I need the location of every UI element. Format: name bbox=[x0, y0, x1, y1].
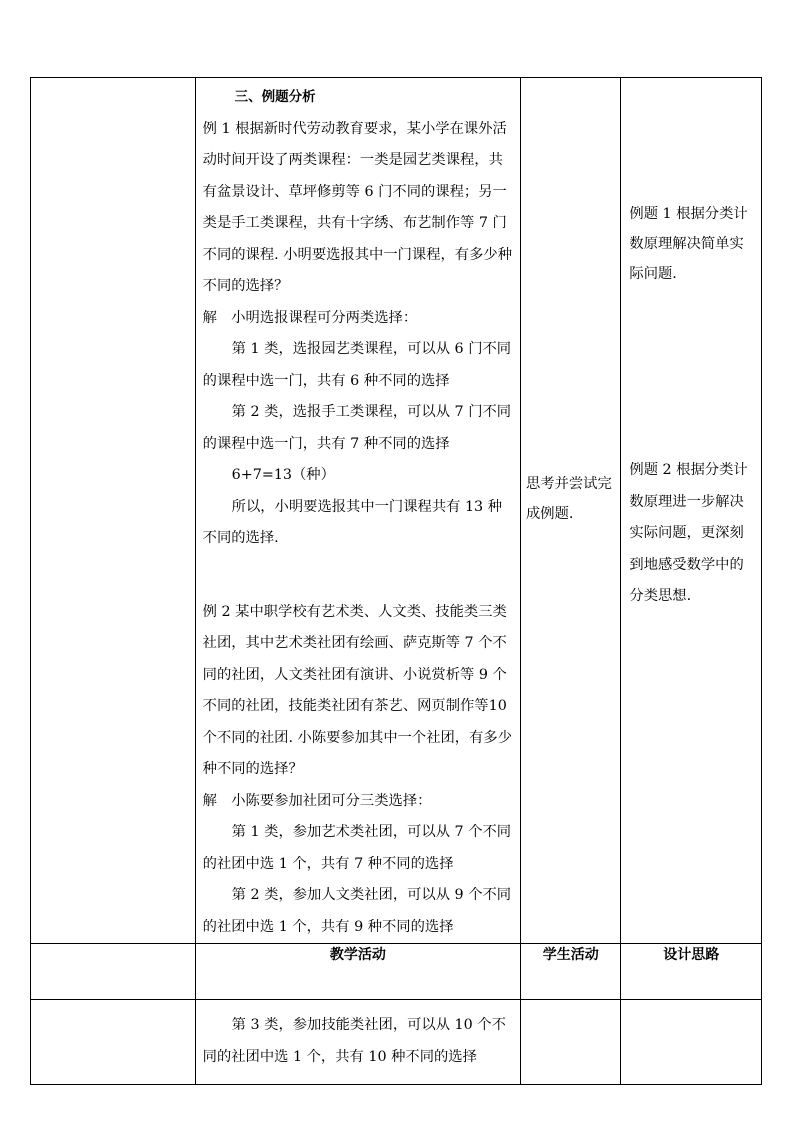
continuation-design-cell bbox=[621, 1000, 762, 1085]
example2-case3: 第 3 类，参加技能类社团，可以从 10 个不同的社团中选 1 个，共有 10 种不同的选择 bbox=[202, 1017, 506, 1065]
continuation-student-cell bbox=[521, 1000, 621, 1085]
lesson-plan-table bbox=[30, 77, 762, 1085]
example1-conclusion: 所以，小明要选报其中一门课程共有 13 种不同的选择. bbox=[202, 498, 502, 546]
example2-solution-intro: 解 小陈要参加社团可分三类选择： bbox=[202, 792, 432, 809]
header-teaching: 教学活动 bbox=[195, 944, 520, 1000]
design-notes-cell bbox=[621, 78, 762, 944]
header-student: 学生活动 bbox=[521, 944, 621, 1000]
example2-question: 例 2 某中职学校有艺术类、人文类、技能类三类社团，其中艺术类社团有绘画、萨克斯等 7 个不同的社团，人文类社团有演讲、小说赏析等 9 个不同的社团，技能类社团有茶艺、网页制作等10个不同的社团. 小陈要参加其中一个社团，有多少种不同的选择？ bbox=[202, 603, 512, 777]
student-activity-text: 思考并尝试完成例题. bbox=[526, 476, 612, 522]
teaching-activity-cell bbox=[195, 78, 520, 944]
header-blank-cell bbox=[31, 944, 196, 1000]
example1-question: 例 1 根据新时代劳动教育要求，某小学在课外活动时间开设了两类课程：一类是园艺类课程，共有盆景设计、草坪修剪等 6 门不同的课程；另一类是手工类课程，共有十字绣、布艺制作等 7 门不同的课程. 小明要选报其中一门课程，有多少种不同的选择？ bbox=[202, 120, 512, 294]
design-note-1: 例题 1 根据分类计数原理解决简单实际问题. bbox=[629, 206, 748, 282]
continuation-row bbox=[31, 1000, 762, 1085]
example1-case2: 第 2 类，选报手工类课程，可以从 7 门不同的课程中选一门，共有 7 种不同的选择 bbox=[202, 404, 512, 452]
spacer bbox=[203, 555, 514, 597]
example1-equation: 6+7=13（种） bbox=[231, 467, 335, 483]
section-title: 三、例题分析 bbox=[234, 89, 316, 105]
example1-case1: 第 1 类，选报园艺类课程，可以从 6 门不同的课程中选一门，共有 6 种不同的选择 bbox=[202, 341, 512, 389]
example2-case2: 第 2 类，参加人文类社团，可以从 9 个不同的社团中选 1 个，共有 9 种不同的选择 bbox=[202, 887, 512, 935]
continuation-stage-cell bbox=[31, 1000, 196, 1085]
example2-case1: 第 1 类，参加艺术类社团，可以从 7 个不同的社团中选 1 个，共有 7 种不同的选择 bbox=[202, 824, 512, 872]
content-row bbox=[31, 78, 762, 944]
stage-cell bbox=[31, 78, 196, 944]
example1-solution-intro: 解 小明选报课程可分两类选择： bbox=[202, 309, 418, 326]
design-note-2: 例题 2 根据分类计数原理进一步解决实际问题，更深刻到地感受数学中的分类思想. bbox=[629, 462, 748, 604]
header-row bbox=[31, 944, 762, 1000]
student-activity-cell bbox=[521, 78, 621, 944]
continuation-teaching-cell bbox=[195, 1000, 520, 1085]
header-design: 设计思路 bbox=[621, 944, 762, 1000]
